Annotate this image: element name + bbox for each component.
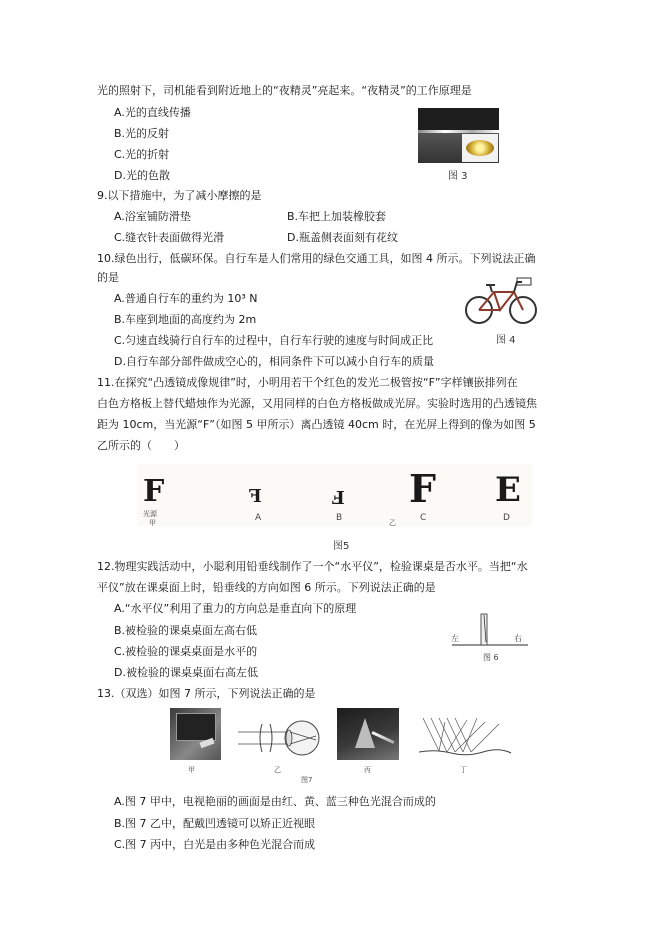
q10-option-d: D.自行车部分部件做成空心的，相同条件下可以减小自行车的质量	[114, 355, 434, 368]
bicycle-icon	[462, 272, 540, 326]
q9-option-b: B.车把上加装橡胶套	[287, 210, 387, 223]
diffuse-reflection-diagram	[415, 712, 515, 760]
choice-b-label: B	[336, 513, 343, 523]
choice-c-label: C	[420, 513, 427, 523]
q12-line1: 12.物理实践活动中，小聪利用铅垂线制作了一个“水平仪”，检验课桌是否水平。当把“水	[97, 560, 528, 573]
q13-sub-jia: 甲	[188, 766, 195, 774]
eye-lens-diagram	[236, 716, 324, 760]
figure-4-caption: 图 4	[496, 335, 516, 346]
q12-line2: 平仪”放在课桌面上时，铅垂线的方向如图 6 所示。下列说法正确的是	[97, 581, 436, 594]
q13-sub-ding: 丁	[460, 766, 467, 774]
q10-stem-line2: 的是	[97, 271, 119, 284]
source-sub-label: 甲	[149, 519, 156, 527]
q13-sub-yi: 乙	[274, 766, 281, 774]
q9-option-d: D.瓶盖侧表面刻有花纹	[287, 231, 398, 244]
reflector-marker-icon	[462, 134, 498, 162]
q8-option-b: B.光的反射	[114, 127, 170, 140]
q9-stem: 9.以下措施中，为了减小摩擦的是	[97, 189, 262, 202]
source-f-letter: F	[143, 474, 165, 509]
q10-option-c: C.匀速直线骑行自行车的过程中，自行车行驶的速度与时间成正比	[114, 334, 434, 347]
figure-6-caption: 图 6	[483, 653, 499, 662]
q11-line1: 11.在探究“凸透镜成像规律”时，小明用若干个红色的发光二极管按“F”字样镶嵌排列在	[97, 376, 518, 389]
q9-option-a: A.浴室铺防滑垫	[114, 210, 191, 223]
label-right: 右	[514, 634, 522, 643]
label-left: 左	[451, 634, 459, 643]
figure-3-photo	[418, 108, 499, 163]
figure-5-caption: 图5	[333, 541, 350, 552]
q13-option-b: B.图 7 乙中，配戴凹透镜可以矫正近视眼	[114, 817, 316, 830]
q10-stem-line1: 10.绿色出行，低碳环保。自行车是人们常用的绿色交通工具，如图 4 所示。下列说法正确	[97, 252, 536, 265]
figure-3-caption: 图 3	[448, 171, 468, 182]
q8-option-c: C.光的折射	[114, 148, 170, 161]
choice-d-image: E	[495, 470, 521, 510]
q11-line2: 白色方格板上替代蜡烛作为光源，又用同样的白色方格板做成光屏。实验时选用的凸透镜焦	[97, 397, 537, 410]
q8-option-d: D.光的色散	[114, 169, 170, 182]
q13-option-c: C.图 7 丙中，白光是由多种色光混合而成	[114, 838, 316, 851]
choice-b-image: F	[332, 486, 345, 507]
q12-option-d: D.被检验的课桌桌面右高左低	[114, 666, 258, 679]
q11-line3: 距为 10cm，当光源“F”（如图 5 甲所示）离凸透镜 40cm 时，在光屏上得到的像为如图 5	[97, 418, 536, 431]
q11-line4: 乙所示的（ ）	[97, 439, 185, 452]
q12-option-b: B.被检验的课桌桌面左高右低	[114, 624, 258, 637]
q9-option-c: C.缝衣针表面做得光滑	[114, 231, 225, 244]
figure-7-caption: 图7	[301, 776, 313, 784]
choice-d-label: D	[503, 513, 510, 523]
source-label: 光源	[143, 510, 157, 518]
group-label: 乙	[389, 519, 396, 527]
figure-5	[137, 464, 532, 526]
q13-sub-bing: 丙	[364, 766, 371, 774]
choice-c-image: F	[409, 466, 436, 511]
q13-stem: 13.（双选）如图 7 所示，下列说法正确的是	[97, 687, 316, 700]
q10-option-a: A.普通自行车的重约为 10³ N	[114, 292, 258, 305]
q12-option-a: A.“水平仪”利用了重力的方向总是垂直向下的原理	[114, 602, 357, 615]
q8-option-a: A.光的直线传播	[114, 106, 191, 119]
choice-a-label: A	[255, 513, 262, 523]
q10-option-b: B.车座到地面的高度约为 2m	[114, 313, 257, 326]
choice-a-image: F	[249, 486, 262, 507]
tv-photo	[170, 708, 221, 760]
q13-option-a: A.图 7 甲中，电视艳丽的画面是由红、黄、蓝三种色光混合而成的	[114, 795, 436, 808]
q8-stem: 光的照射下，司机能看到附近地上的“夜精灵”亮起来。“夜精灵”的工作原理是	[97, 84, 472, 97]
prism-photo	[337, 708, 399, 760]
q12-option-c: C.被检验的课桌桌面是水平的	[114, 645, 258, 658]
